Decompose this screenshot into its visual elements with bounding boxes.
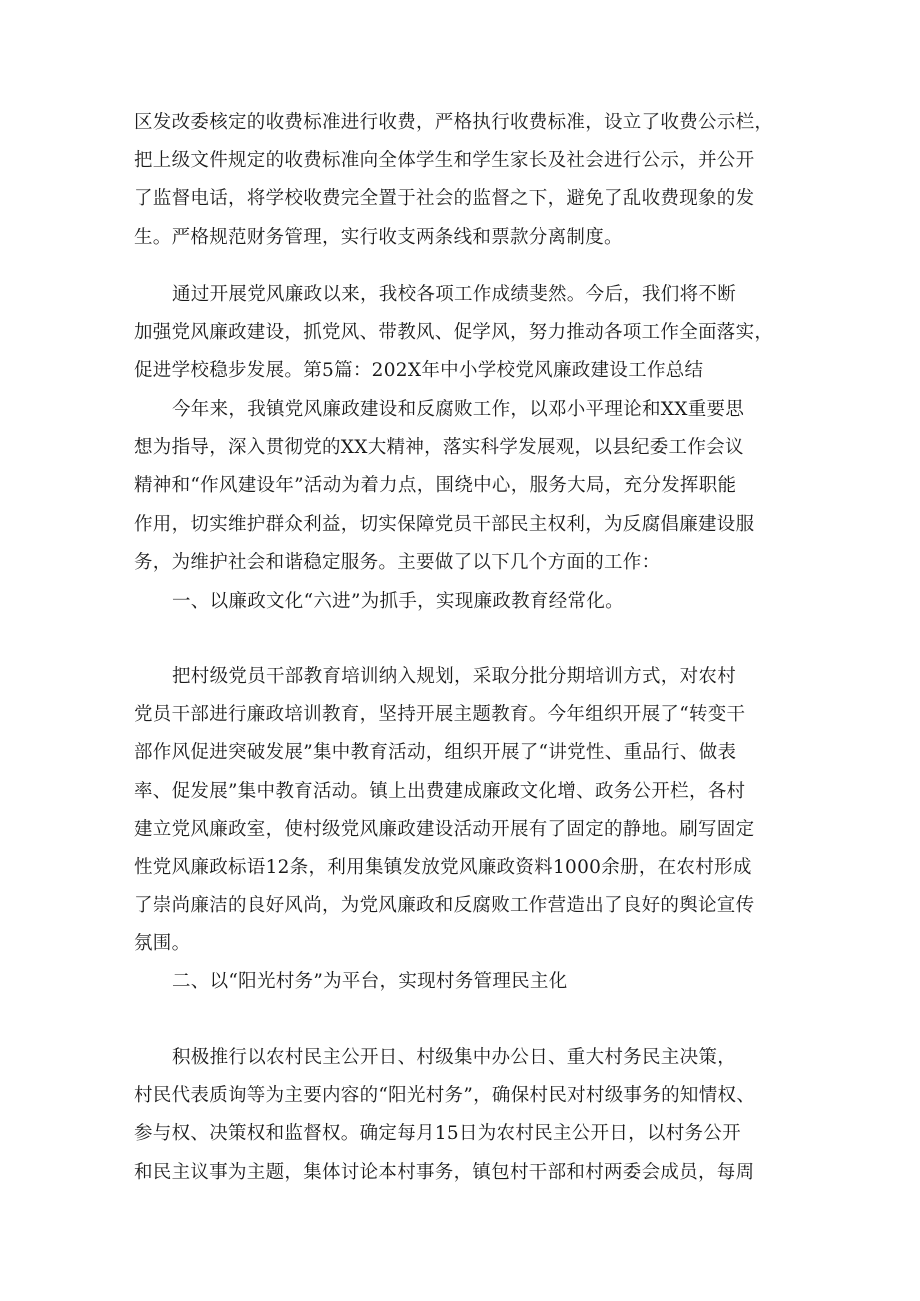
- text-line: 促进学校稳步发展。第5篇：202X年中小学校党风廉政建设工作总结: [134, 360, 704, 382]
- text-line: 加强党风廉政建设，抓党风、带教风、促学风，努力推动各项工作全面落实，: [134, 322, 774, 344]
- text-line: 性党风廉政标语12条，利用集镇发放党风廉政资料1000余册，在农村形成: [134, 856, 752, 878]
- heading-text: 一、以廉政文化“六进”为抓手，实现廉政教育经常化。: [172, 591, 624, 612]
- section-heading-1: [134, 583, 796, 621]
- text-line: 积极推行以农村民主公开日、村级集中办公日、重大村务民主决策，: [172, 1047, 737, 1068]
- text-line: 建立党风廉政室，使村级党风廉政建设活动开展有了固定的静地。刷写固定: [134, 818, 755, 840]
- text-line: 参与权、决策权和监督权。确定每月15日为农村民主公开日，以村务公开: [134, 1123, 741, 1145]
- text-line: 把村级党员干部教育培训纳入规划，采取分批分期培训方式，对农村: [172, 666, 737, 687]
- paragraph-town-work: [134, 391, 796, 582]
- text-line: 想为指导，深入贯彻党的XX大精神，落实科学发展观，以县纪委工作会议: [134, 437, 744, 459]
- text-line: 村民代表质询等为主要内容的“阳光村务”，确保村民对村级事务的知情权、: [134, 1085, 756, 1107]
- text-line: 作用，切实维护群众利益，切实保障党员干部民主权利，为反腐倡廉建设服: [134, 513, 755, 535]
- section-heading-2: [134, 963, 796, 1001]
- text-line: 精神和“作风建设年”活动为着力点，围绕中心，服务大局，充分发挥职能: [134, 475, 737, 497]
- heading-text: 二、以“阳光村务”为平台，实现村务管理民主化: [172, 971, 568, 992]
- text-line: 了监督电话，将学校收费完全置于社会的监督之下，避免了乱收费现象的发: [134, 188, 755, 210]
- text-line: 区发改委核定的收费标准进行收费，严格执行收费标准，设立了收费公示栏，: [134, 112, 774, 133]
- text-line: 务，为维护社会和谐稳定服务。主要做了以下几个方面的工作：: [134, 551, 661, 573]
- text-line: 今年来，我镇党风廉政建设和反腐败工作，以邓小平理论和XX重要思: [172, 399, 745, 420]
- text-line: 把上级文件规定的收费标准向全体学生和学生家长及社会进行公示，并公开: [134, 150, 755, 172]
- paragraph-fee-standards: [134, 104, 796, 257]
- text-line: 通过开展党风廉政以来，我校各项工作成绩斐然。今后，我们将不断: [172, 284, 737, 305]
- text-line: 了崇尚廉洁的良好风尚，为党风廉政和反腐败工作营造出了良好的舆论宣传: [134, 895, 755, 917]
- paragraph-village-affairs: [134, 1039, 796, 1192]
- text-line: 部作风促进突破发展”集中教育活动，组织开展了“讲党性、重品行、做表: [134, 742, 737, 764]
- paragraph-achievements: [134, 276, 796, 391]
- paragraph-education: [134, 658, 796, 964]
- text-line: 率、促发展”集中教育活动。镇上出费建成廉政文化增、政务公开栏，各村: [134, 780, 746, 802]
- text-line: 和民主议事为主题，集体讨论本村事务，镇包村干部和村两委会成员，每周: [134, 1161, 755, 1183]
- text-line: 氛围。: [134, 933, 191, 955]
- text-line: 党员干部进行廉政培训教育，坚持开展主题教育。今年组织开展了“转变干: [134, 704, 746, 726]
- text-line: 生。严格规范财务管理，实行收支两条线和票款分离制度。: [134, 226, 623, 248]
